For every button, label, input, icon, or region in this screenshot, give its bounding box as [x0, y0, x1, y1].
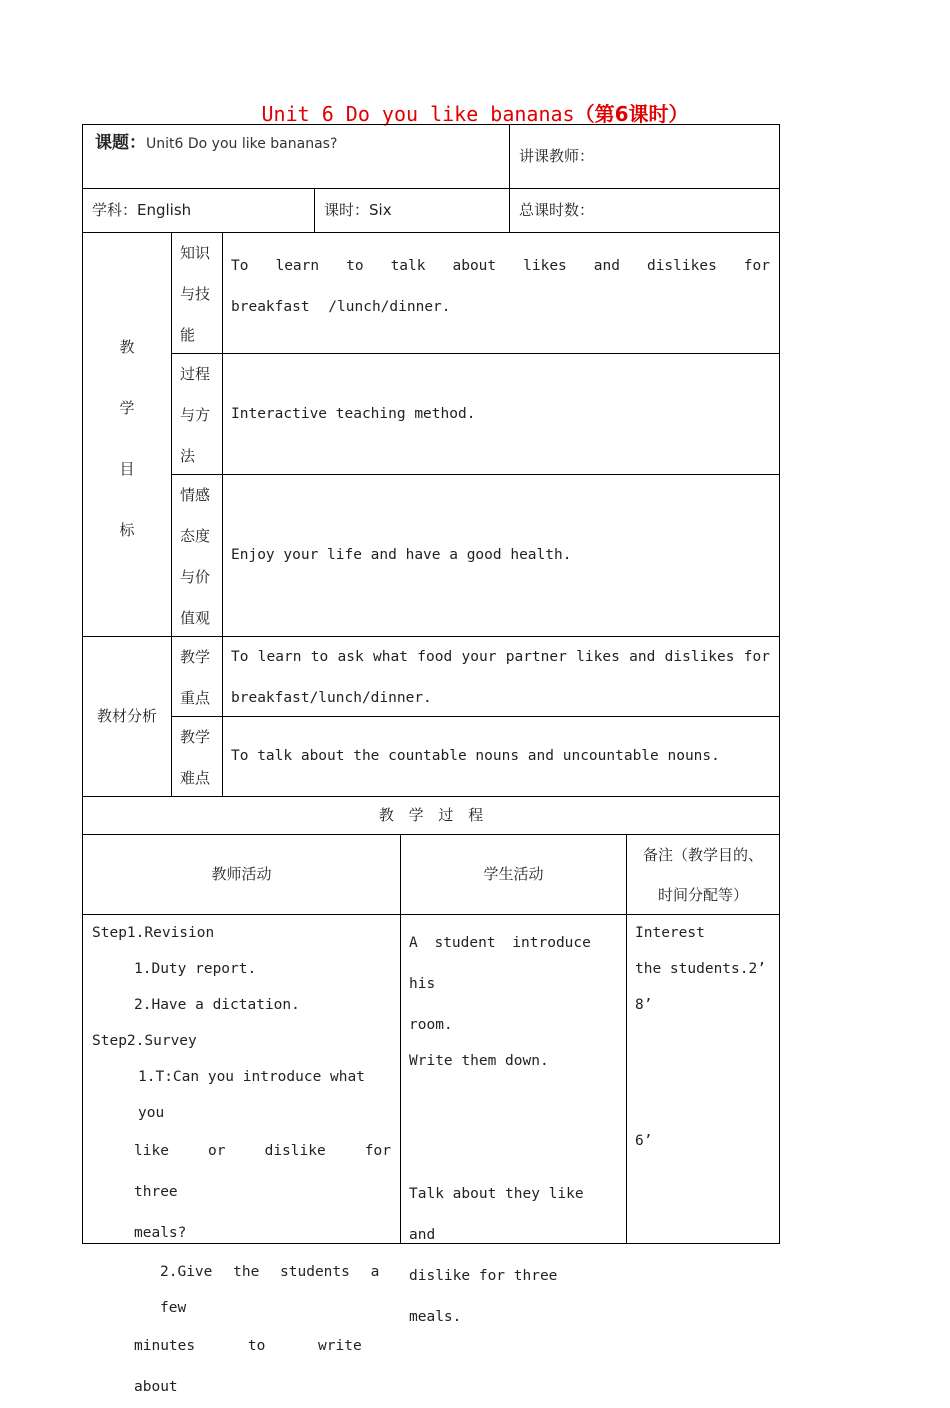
- document-title: [0, 98, 950, 127]
- subject-cell: [82, 188, 315, 233]
- student-activity-cell: [400, 914, 627, 1325]
- col-notes: 备注（教学目的、 时间分配等）: [626, 834, 780, 915]
- teacher-line: Step2.Survey: [92, 1033, 197, 1049]
- objectives-char: 教: [119, 338, 135, 356]
- notes-line: 8’: [635, 997, 653, 1013]
- objectives-char: 学: [119, 399, 135, 417]
- analysis-content-difficulties: To talk about the countable nouns and uncountable nouns.: [222, 716, 780, 797]
- notes-line: 6’: [635, 1133, 653, 1149]
- teacher-line: 2.Have a dictation.: [134, 997, 300, 1013]
- objectives-char: 目: [119, 460, 135, 478]
- objective-content-knowledge: To learn to talk about likes and dislikes for breakfast /lunch/dinner.: [222, 232, 780, 354]
- objectives-group-cell: [82, 232, 172, 637]
- period-text: 课时：Six: [324, 201, 392, 219]
- topic-cell: [82, 124, 510, 189]
- objective-label-process: 过程 与方 法: [171, 353, 223, 475]
- teacher-line: 2.Give the students a few: [160, 1264, 380, 1316]
- total-periods-cell: [509, 188, 780, 233]
- student-line: A student introduce his: [409, 935, 591, 992]
- topic-label: 课题：: [95, 133, 146, 153]
- objective-label-attitude: 情感 态度 与价 值观: [171, 474, 223, 637]
- total-periods-label: 总课时数：: [519, 201, 595, 219]
- objectives-char: 标: [119, 521, 135, 539]
- analysis-group-cell: [82, 636, 172, 797]
- teacher-line: 1.Duty report.: [134, 961, 257, 977]
- subject-text: 学科：English: [92, 201, 192, 219]
- topic-value: Unit6 Do you like bananas?: [146, 136, 338, 152]
- col-teacher-activity: 教师活动: [82, 834, 401, 915]
- teacher-line: like or dislike for three: [134, 1143, 391, 1200]
- teacher-line: Step1.Revision: [92, 925, 215, 941]
- period-cell: [314, 188, 510, 233]
- student-line: Write them down.: [409, 1053, 549, 1069]
- notes-line: the students.2’: [635, 961, 766, 977]
- title-chinese: （第6课时）: [574, 102, 689, 126]
- teacher-activity-cell: [82, 914, 401, 1395]
- student-line: Talk about they like and: [409, 1186, 584, 1243]
- analysis-content-key-points: To learn to ask what food your partner likes and dislikes for breakfast/lunch/dinner.: [222, 636, 780, 717]
- notes-line: Interest: [635, 925, 705, 941]
- teacher-line: 1.T:Can you introduce what you: [138, 1069, 365, 1121]
- analysis-label-difficulties: 教学 难点: [171, 716, 223, 797]
- title-english: Unit 6 Do you like bananas: [261, 102, 575, 126]
- analysis-label-key-points: 教学 重点: [171, 636, 223, 717]
- process-heading: 教 学 过 程: [82, 796, 780, 835]
- student-line: room.: [409, 1017, 453, 1033]
- teacher-cell: [509, 124, 780, 189]
- teacher-line: minutes to write about: [134, 1338, 362, 1395]
- teacher-label: 讲课教师：: [519, 147, 595, 165]
- student-line: dislike for three meals.: [409, 1268, 558, 1325]
- analysis-label: 教材分析: [96, 707, 157, 725]
- objective-label-knowledge: 知识 与技 能: [171, 232, 223, 354]
- col-student-activity: 学生活动: [400, 834, 627, 915]
- notes-cell: [626, 914, 780, 1244]
- objective-content-process: Interactive teaching method.: [222, 353, 780, 475]
- objective-content-attitude: Enjoy your life and have a good health.: [222, 474, 780, 637]
- teacher-line: meals?: [134, 1225, 187, 1241]
